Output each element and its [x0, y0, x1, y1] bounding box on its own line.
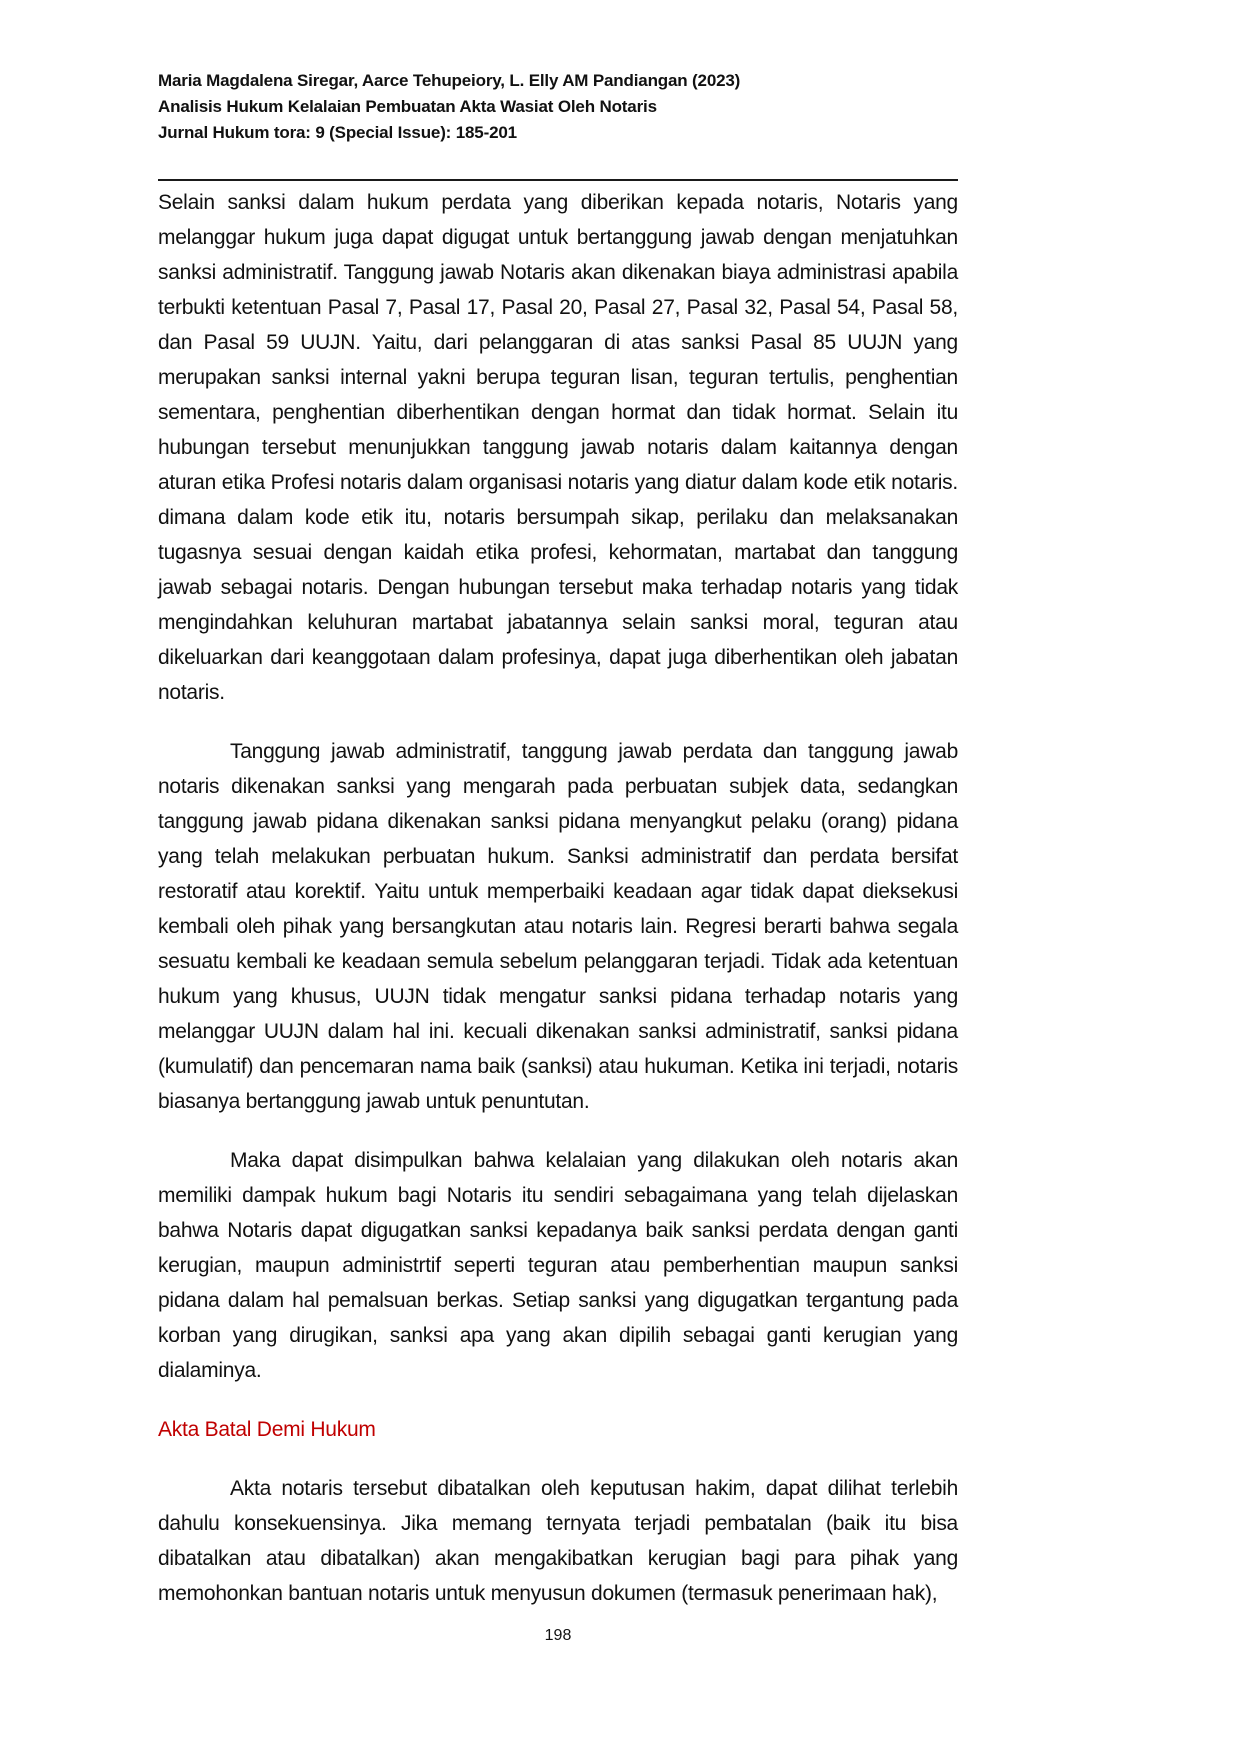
paragraph: Maka dapat disimpulkan bahwa kelalaian yang dilakukan oleh notaris akan memiliki dampak hukum bagi Notaris itu sendiri sebagaimana yang telah dijelaskan bahwa Notaris dapat digugatkan sanksi kepadanya baik sanksi perdata dengan ganti kerugian, maupun administrtif seperti teguran atau pemberhentian maupun sanksi pidana dalam hal pemalsuan berkas. Setiap sanksi yang digugatkan tergantung pada korban yang dirugikan, sanksi apa yang akan dipilih sebagai ganti kerugian yang dialaminya. [158, 1149, 958, 1382]
header-authors: Maria Magdalena Siregar, Aarce Tehupeiory, L. Elly AM Pandiangan (2023) [158, 71, 741, 90]
section-heading: Akta Batal Demi Hukum [158, 1418, 376, 1441]
running-header [158, 68, 958, 146]
article-body [158, 185, 958, 1611]
paragraph: Selain sanksi dalam hukum perdata yang diberikan kepada notaris, Notaris yang melanggar hukum juga dapat digugat untuk bertanggung jawab dengan menjatuhkan sanksi administratif. Tanggung jawab Notaris akan dikenakan biaya administrasi apabila terbukti ketentuan Pasal 7, Pasal 17, Pasal 20, Pasal 27, Pasal 32, Pasal 54, Pasal 58, dan Pasal 59 UUJN. Yaitu, dari pelanggaran di atas sanksi Pasal 85 UUJN yang merupakan sanksi internal yakni berupa teguran lisan, teguran tertulis, penghentian sementara, penghentian diberhentikan dengan hormat dan tidak hormat. Selain itu hubungan tersebut menunjukkan tanggung jawab notaris dalam kaitannya dengan aturan etika Profesi notaris dalam organisasi notaris yang diatur dalam kode etik notaris. dimana dalam kode etik itu, notaris bersumpah sikap, perilaku dan melaksanakan tugasnya sesuai dengan kaidah etika profesi, kehormatan, martabat dan tanggung jawab sebagai notaris. Dengan hubungan tersebut maka terhadap notaris yang tidak mengindahkan keluhuran martabat jabatannya selain sanksi moral, teguran atau dikeluarkan dari keanggotaan dalam profesinya, dapat juga diberhentikan oleh jabatan notaris. [158, 191, 958, 704]
header-divider [158, 179, 958, 181]
page-number: 198 [544, 1627, 572, 1644]
header-article-title: Analisis Hukum Kelalaian Pembuatan Akta Wasiat Oleh Notaris [158, 97, 657, 116]
paragraph: Akta notaris tersebut dibatalkan oleh keputusan hakim, dapat dilihat terlebih dahulu konsekuensinya. Jika memang ternyata terjadi pembatalan (baik itu bisa dibatalkan atau dibatalkan) akan mengakibatkan kerugian bagi para pihak yang memohonkan bantuan notaris untuk menyusun dokumen (termasuk penerimaan hak), [158, 1477, 958, 1605]
paragraph: Tanggung jawab administratif, tanggung jawab perdata dan tanggung jawab notaris dikenakan sanksi yang mengarah pada perbuatan subjek data, sedangkan tanggung jawab pidana dikenakan sanksi pidana menyangkut pelaku (orang) pidana yang telah melakukan perbuatan hukum. Sanksi administratif dan perdata bersifat restoratif atau korektif. Yaitu untuk memperbaiki keadaan agar tidak dapat dieksekusi kembali oleh pihak yang bersangkutan atau notaris lain. Regresi berarti bahwa segala sesuatu kembali ke keadaan semula sebelum pelanggaran terjadi. Tidak ada ketentuan hukum yang khusus, UUJN tidak mengatur sanksi pidana terhadap notaris yang melanggar UUJN dalam hal ini. kecuali dikenakan sanksi administratif, sanksi pidana (kumulatif) dan pencemaran nama baik (sanksi) atau hukuman. Ketika ini terjadi, notaris biasanya bertanggung jawab untuk penuntutan. [158, 740, 958, 1113]
header-journal-info: Jurnal Hukum tora: 9 (Special Issue): 185-201 [158, 123, 517, 142]
page-footer [158, 1626, 958, 1646]
